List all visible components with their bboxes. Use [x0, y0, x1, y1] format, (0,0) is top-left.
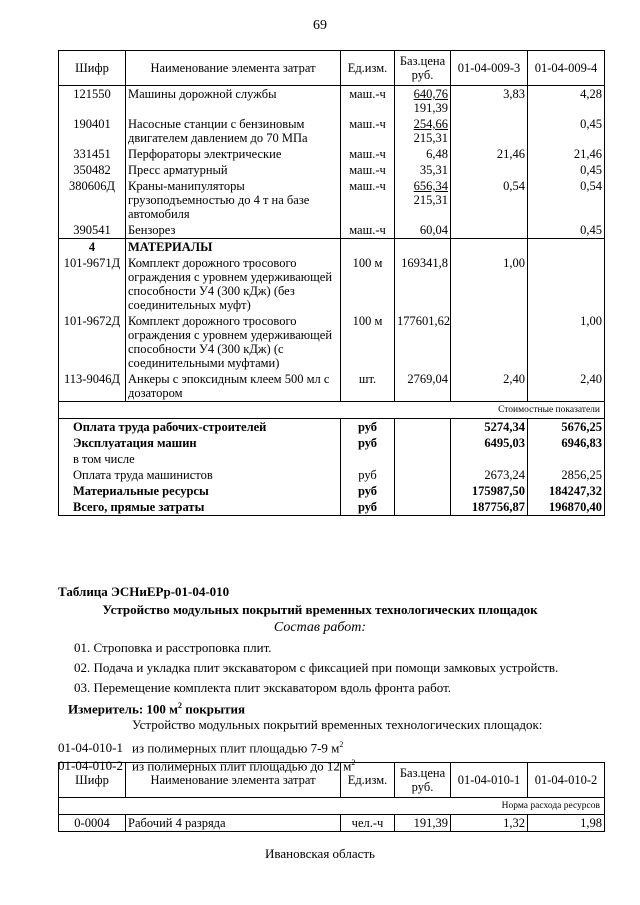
row-value-2: 1,98 [528, 815, 605, 832]
section-header-row [59, 239, 605, 256]
row-value-1: 3,83 [451, 86, 528, 117]
variants-description: Устройство модульных покрытий временных технологических площадок: [132, 717, 543, 732]
resource-table-2 [58, 762, 605, 832]
row-price: 60,04 [395, 222, 451, 239]
row-unit: маш.-ч [341, 162, 395, 178]
table-row [59, 371, 605, 402]
header-unit: Ед.изм. [341, 51, 395, 86]
works-heading: Состав работ: [273, 620, 367, 635]
header-code: Шифр [59, 763, 126, 798]
row-code: 190401 [59, 116, 126, 146]
row-name: Машины дорожной службы [126, 86, 341, 117]
norm-caption: Норма расхода ресурсов [501, 801, 600, 811]
row-code: 0-0004 [59, 815, 126, 832]
meter-line [68, 698, 245, 717]
total-name: в том числе [59, 451, 341, 467]
row-price: 35,31 [395, 162, 451, 178]
total-unit: руб [341, 419, 395, 436]
total-unit [341, 451, 395, 467]
price-value: 640,76 [413, 87, 448, 101]
table-header-row [59, 763, 605, 798]
table-row [59, 146, 605, 162]
cost-caption-row [59, 402, 605, 419]
row-price: 169341,8 [395, 255, 451, 313]
table-title: Таблица ЭСНиЕРр-01-04-010 [58, 584, 230, 599]
work-item: 03. Перемещение комплекта плит экскаватором вдоль фронта работ. [74, 680, 452, 695]
meter-label: Измеритель: 100 м [68, 701, 179, 717]
table-row [59, 255, 605, 313]
total-unit: руб [341, 499, 395, 516]
price-value: 656,34 [413, 179, 448, 193]
row-value-2: 2,40 [528, 371, 605, 402]
total-name: Оплата труда рабочих-строителей [59, 419, 341, 436]
price-value-2: 191,39 [413, 101, 448, 115]
meter-sup: 2 [178, 701, 183, 710]
row-name: Бензорез [126, 222, 341, 239]
row-value-1 [451, 162, 528, 178]
row-price: 2769,04 [395, 371, 451, 402]
price-value-2: 215,31 [413, 131, 448, 145]
total-name: Оплата труда машинистов [59, 467, 341, 483]
row-price: 177601,62 [395, 313, 451, 371]
totals-row [59, 499, 605, 516]
table-row [59, 116, 605, 146]
total-name: Всего, прямые затраты [59, 499, 341, 516]
row-code: 390541 [59, 222, 126, 239]
row-value-1 [451, 313, 528, 371]
table-row [59, 162, 605, 178]
row-unit: маш.-ч [341, 178, 395, 222]
page-footer: Ивановская область [265, 846, 375, 861]
total-name: Эксплуатация машин [59, 435, 341, 451]
section-title: МАТЕРИАЛЫ [126, 239, 341, 256]
total-value-2: 2856,25 [528, 467, 605, 483]
header-col2: 01-04-009-4 [528, 51, 605, 86]
row-code: 121550 [59, 86, 126, 117]
header-col1: 01-04-009-3 [451, 51, 528, 86]
total-unit: руб [341, 483, 395, 499]
table-row [59, 86, 605, 117]
variant-code: 01-04-010-2 [58, 758, 123, 774]
header-unit: Ед.изм. [341, 763, 395, 798]
table-row [59, 178, 605, 222]
total-unit: руб [341, 435, 395, 451]
totals-row [59, 419, 605, 436]
totals-row [59, 467, 605, 483]
section-number: 4 [59, 239, 126, 256]
page-number: 69 [313, 18, 327, 33]
row-value-1: 2,40 [451, 371, 528, 402]
totals-row [59, 435, 605, 451]
price-value-2: 215,31 [413, 193, 448, 207]
row-code: 113-9046Д [59, 371, 126, 402]
row-unit: шт. [341, 371, 395, 402]
row-code: 101-9671Д [59, 255, 126, 313]
row-name: Комплект дорожного тросового ограждения с уровнем удерживающей способности У4 (300 кДж) (с соединительными муфтами) [126, 313, 341, 371]
table-row [59, 313, 605, 371]
resource-table-1 [58, 50, 605, 516]
header-price: Баз.цена руб. [395, 763, 451, 798]
row-name: Анкеры с эпоксидным клеем 500 мл с дозатором [126, 371, 341, 402]
row-unit: чел.-ч [341, 815, 395, 832]
total-value-1: 6495,03 [451, 435, 528, 451]
header-col2: 01-04-010-2 [528, 763, 605, 798]
row-value-2: 1,00 [528, 313, 605, 371]
row-value-2: 0,45 [528, 222, 605, 239]
total-unit: руб [341, 467, 395, 483]
row-value-2 [528, 255, 605, 313]
row-value-1: 0,54 [451, 178, 528, 222]
row-name: Рабочий 4 разряда [126, 815, 341, 832]
total-value-1: 187756,87 [451, 499, 528, 516]
row-unit: маш.-ч [341, 222, 395, 239]
row-price [395, 86, 451, 117]
total-value-2: 196870,40 [528, 499, 605, 516]
total-value-2: 6946,83 [528, 435, 605, 451]
variant-text: из полимерных плит площадью 7-9 м [132, 740, 340, 756]
row-name: Насосные станции с бензиновым двигателем давлением до 70 МПа [126, 116, 341, 146]
row-value-2: 0,45 [528, 162, 605, 178]
total-value-1: 5274,34 [451, 419, 528, 436]
variant-sup: 2 [339, 740, 344, 749]
totals-row [59, 451, 605, 467]
total-value-1 [451, 451, 528, 467]
row-name: Комплект дорожного тросового ограждения с уровнем удерживающей способности У4 (300 кДж) (без соединительных муфт) [126, 255, 341, 313]
row-value-2: 0,45 [528, 116, 605, 146]
row-name: Перфораторы электрические [126, 146, 341, 162]
variant-line [58, 737, 343, 756]
row-value-1 [451, 116, 528, 146]
variant-code: 01-04-010-1 [58, 740, 123, 756]
table-row [59, 815, 605, 832]
row-price [395, 116, 451, 146]
row-price: 6,48 [395, 146, 451, 162]
row-unit: 100 м [341, 255, 395, 313]
table-row [59, 222, 605, 239]
header-price: Баз.цена руб. [395, 51, 451, 86]
row-price: 191,39 [395, 815, 451, 832]
row-unit: маш.-ч [341, 146, 395, 162]
work-item: 01. Строповка и расстроповка плит. [74, 640, 272, 655]
row-code: 350482 [59, 162, 126, 178]
variant-text: из полимерных плит площадью до 12 м [132, 758, 352, 774]
row-value-1 [451, 222, 528, 239]
row-value-2: 21,46 [528, 146, 605, 162]
totals-row [59, 483, 605, 499]
meter-suffix: покрытия [182, 701, 246, 717]
row-value-1: 1,00 [451, 255, 528, 313]
row-code: 101-9672Д [59, 313, 126, 371]
row-code: 380606Д [59, 178, 126, 222]
total-value-2: 184247,32 [528, 483, 605, 499]
row-value-2: 4,28 [528, 86, 605, 117]
total-value-2: 5676,25 [528, 419, 605, 436]
norm-caption-row [59, 798, 605, 815]
row-unit: маш.-ч [341, 86, 395, 117]
row-value-1: 21,46 [451, 146, 528, 162]
row-price [395, 178, 451, 222]
table-header-row [59, 51, 605, 86]
header-name: Наименование элемента затрат [126, 763, 341, 798]
total-value-1: 2673,24 [451, 467, 528, 483]
row-value-2: 0,54 [528, 178, 605, 222]
variant-sup: 2 [351, 758, 356, 767]
total-name: Материальные ресурсы [59, 483, 341, 499]
row-unit: 100 м [341, 313, 395, 371]
row-unit: маш.-ч [341, 116, 395, 146]
table-subtitle: Устройство модульных покрытий временных технологических площадок [102, 602, 538, 617]
row-name: Пресс арматурный [126, 162, 341, 178]
cost-caption: Стоимостные показатели [59, 402, 605, 419]
row-code: 331451 [59, 146, 126, 162]
work-item: 02. Подача и укладка плит экскаватором с фиксацией при помощи замковых устройств. [74, 660, 559, 675]
total-value-1: 175987,50 [451, 483, 528, 499]
price-value: 254,66 [413, 117, 448, 131]
header-code: Шифр [59, 51, 126, 86]
header-col1: 01-04-010-1 [451, 763, 528, 798]
total-value-2 [528, 451, 605, 467]
row-name: Краны-манипуляторы грузоподъемностью до 4 т на базе автомобиля [126, 178, 341, 222]
row-value-1: 1,32 [451, 815, 528, 832]
header-name: Наименование элемента затрат [126, 51, 341, 86]
